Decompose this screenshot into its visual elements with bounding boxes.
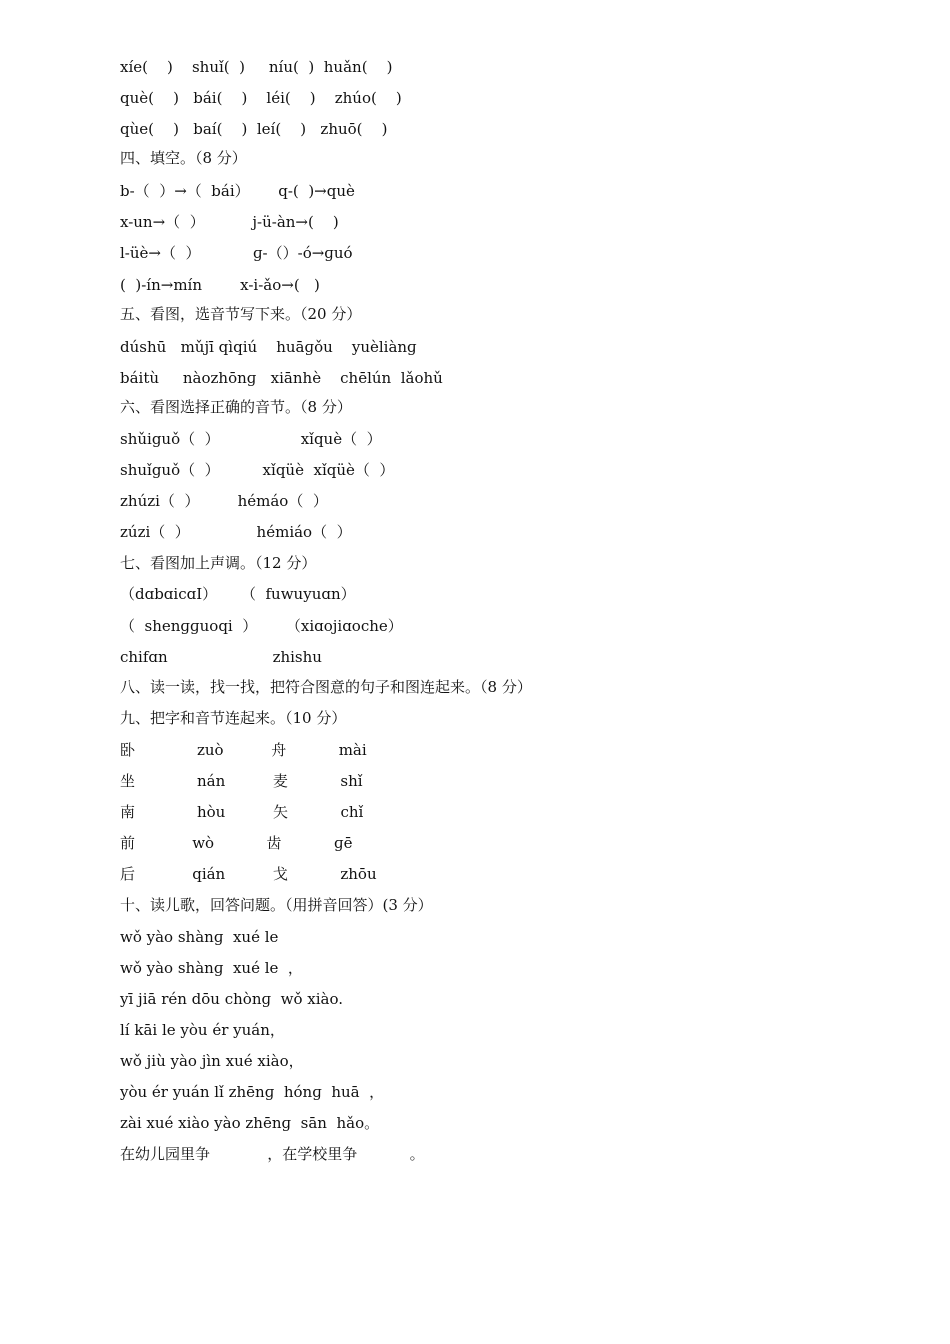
match-row-2: 坐 nán 麦 shǐ <box>120 772 363 790</box>
tone-mark-row-1: （dɑbɑicɑI） （ fuwuyuɑn） <box>120 585 356 603</box>
section-6-heading: 六、看图选择正确的音节。（8 分） <box>120 398 352 416</box>
section-10-heading: 十、读儿歌，回答问题。（用拼音回答）(3 分） <box>120 896 433 914</box>
fill-blank-row-4: ( )-ín→mín x-i-ǎo→( ) <box>120 276 320 294</box>
fill-blank-row-3: l-üè→（ ） ɡ-（）-ó→ɡuó <box>120 244 353 262</box>
pinyin-tone-row-3: qùe( ) baí( ) leí( ) zhuō( ) <box>120 120 388 138</box>
poem-line-2: wǒ yào shànɡ xué le ， <box>120 959 303 977</box>
tone-mark-row-3: chifɑn zhishu <box>120 648 322 666</box>
section-4-heading: 四、填空。（8 分） <box>120 149 247 167</box>
poem-line-5: wǒ jiù yào jìn xué xiào， <box>120 1052 304 1070</box>
syllable-row-2: báitù nàozhōnɡ xiānhè chēlún lǎohǔ <box>120 369 443 387</box>
match-row-3: 南 hòu 矢 chǐ <box>120 803 364 821</box>
syllable-row-1: dúshū mǔjī qìqiú huāɡǒu yuèliànɡ <box>120 338 417 356</box>
poem-line-7: zài xué xiào yào zhēnɡ sān hǎo。 <box>120 1114 380 1132</box>
poem-line-6: yòu ér yuán lǐ zhēnɡ hónɡ huā ， <box>120 1083 385 1101</box>
answer-prompt: 在幼儿园里争 ，在学校里争 。 <box>120 1145 425 1163</box>
choice-row-1: shǔiguǒ（ ） xǐquè（ ） <box>120 430 382 448</box>
choice-row-3: zhúzi（ ） hémáo（ ） <box>120 492 328 510</box>
section-8-heading: 八、读一读，找一找，把符合图意的句子和图连起来。（8 分） <box>120 678 532 696</box>
tone-mark-row-2: （ shenɡɡuoqi ） （xiɑojiɑoche） <box>120 617 403 635</box>
pinyin-tone-row-2: què( ) bái( ) léi( ) zhúo( ) <box>120 89 402 107</box>
section-9-heading: 九、把字和音节连起来。（10 分） <box>120 709 347 727</box>
fill-blank-row-2: x-un→（ ） j-ü-àn→( ) <box>120 213 339 231</box>
poem-line-4: lí kāi le yòu ér yuán， <box>120 1021 285 1039</box>
match-row-4: 前 wò 齿 ɡē <box>120 834 353 852</box>
match-row-1: 卧 zuò 舟 mài <box>120 741 367 759</box>
pinyin-tone-row-1: xíe( ) shuǐ( ) níu( ) huǎn( ) <box>120 58 393 76</box>
choice-row-4: zúzi（ ） hémiáo（ ） <box>120 523 352 541</box>
section-7-heading: 七、看图加上声调。（12 分） <box>120 554 317 572</box>
section-5-heading: 五、看图，选音节写下来。（20 分） <box>120 305 362 323</box>
choice-row-2: shuǐguǒ（ ） xǐqüè xǐqüè（ ） <box>120 461 395 479</box>
poem-line-1: wǒ yào shànɡ xué le <box>120 928 279 946</box>
poem-line-3: yī jiā rén dōu chònɡ wǒ xiào. <box>120 990 344 1008</box>
match-row-5: 后 qián 戈 zhōu <box>120 865 377 883</box>
fill-blank-row-1: b-（ ）→（ bái） q-( )→què <box>120 182 355 200</box>
